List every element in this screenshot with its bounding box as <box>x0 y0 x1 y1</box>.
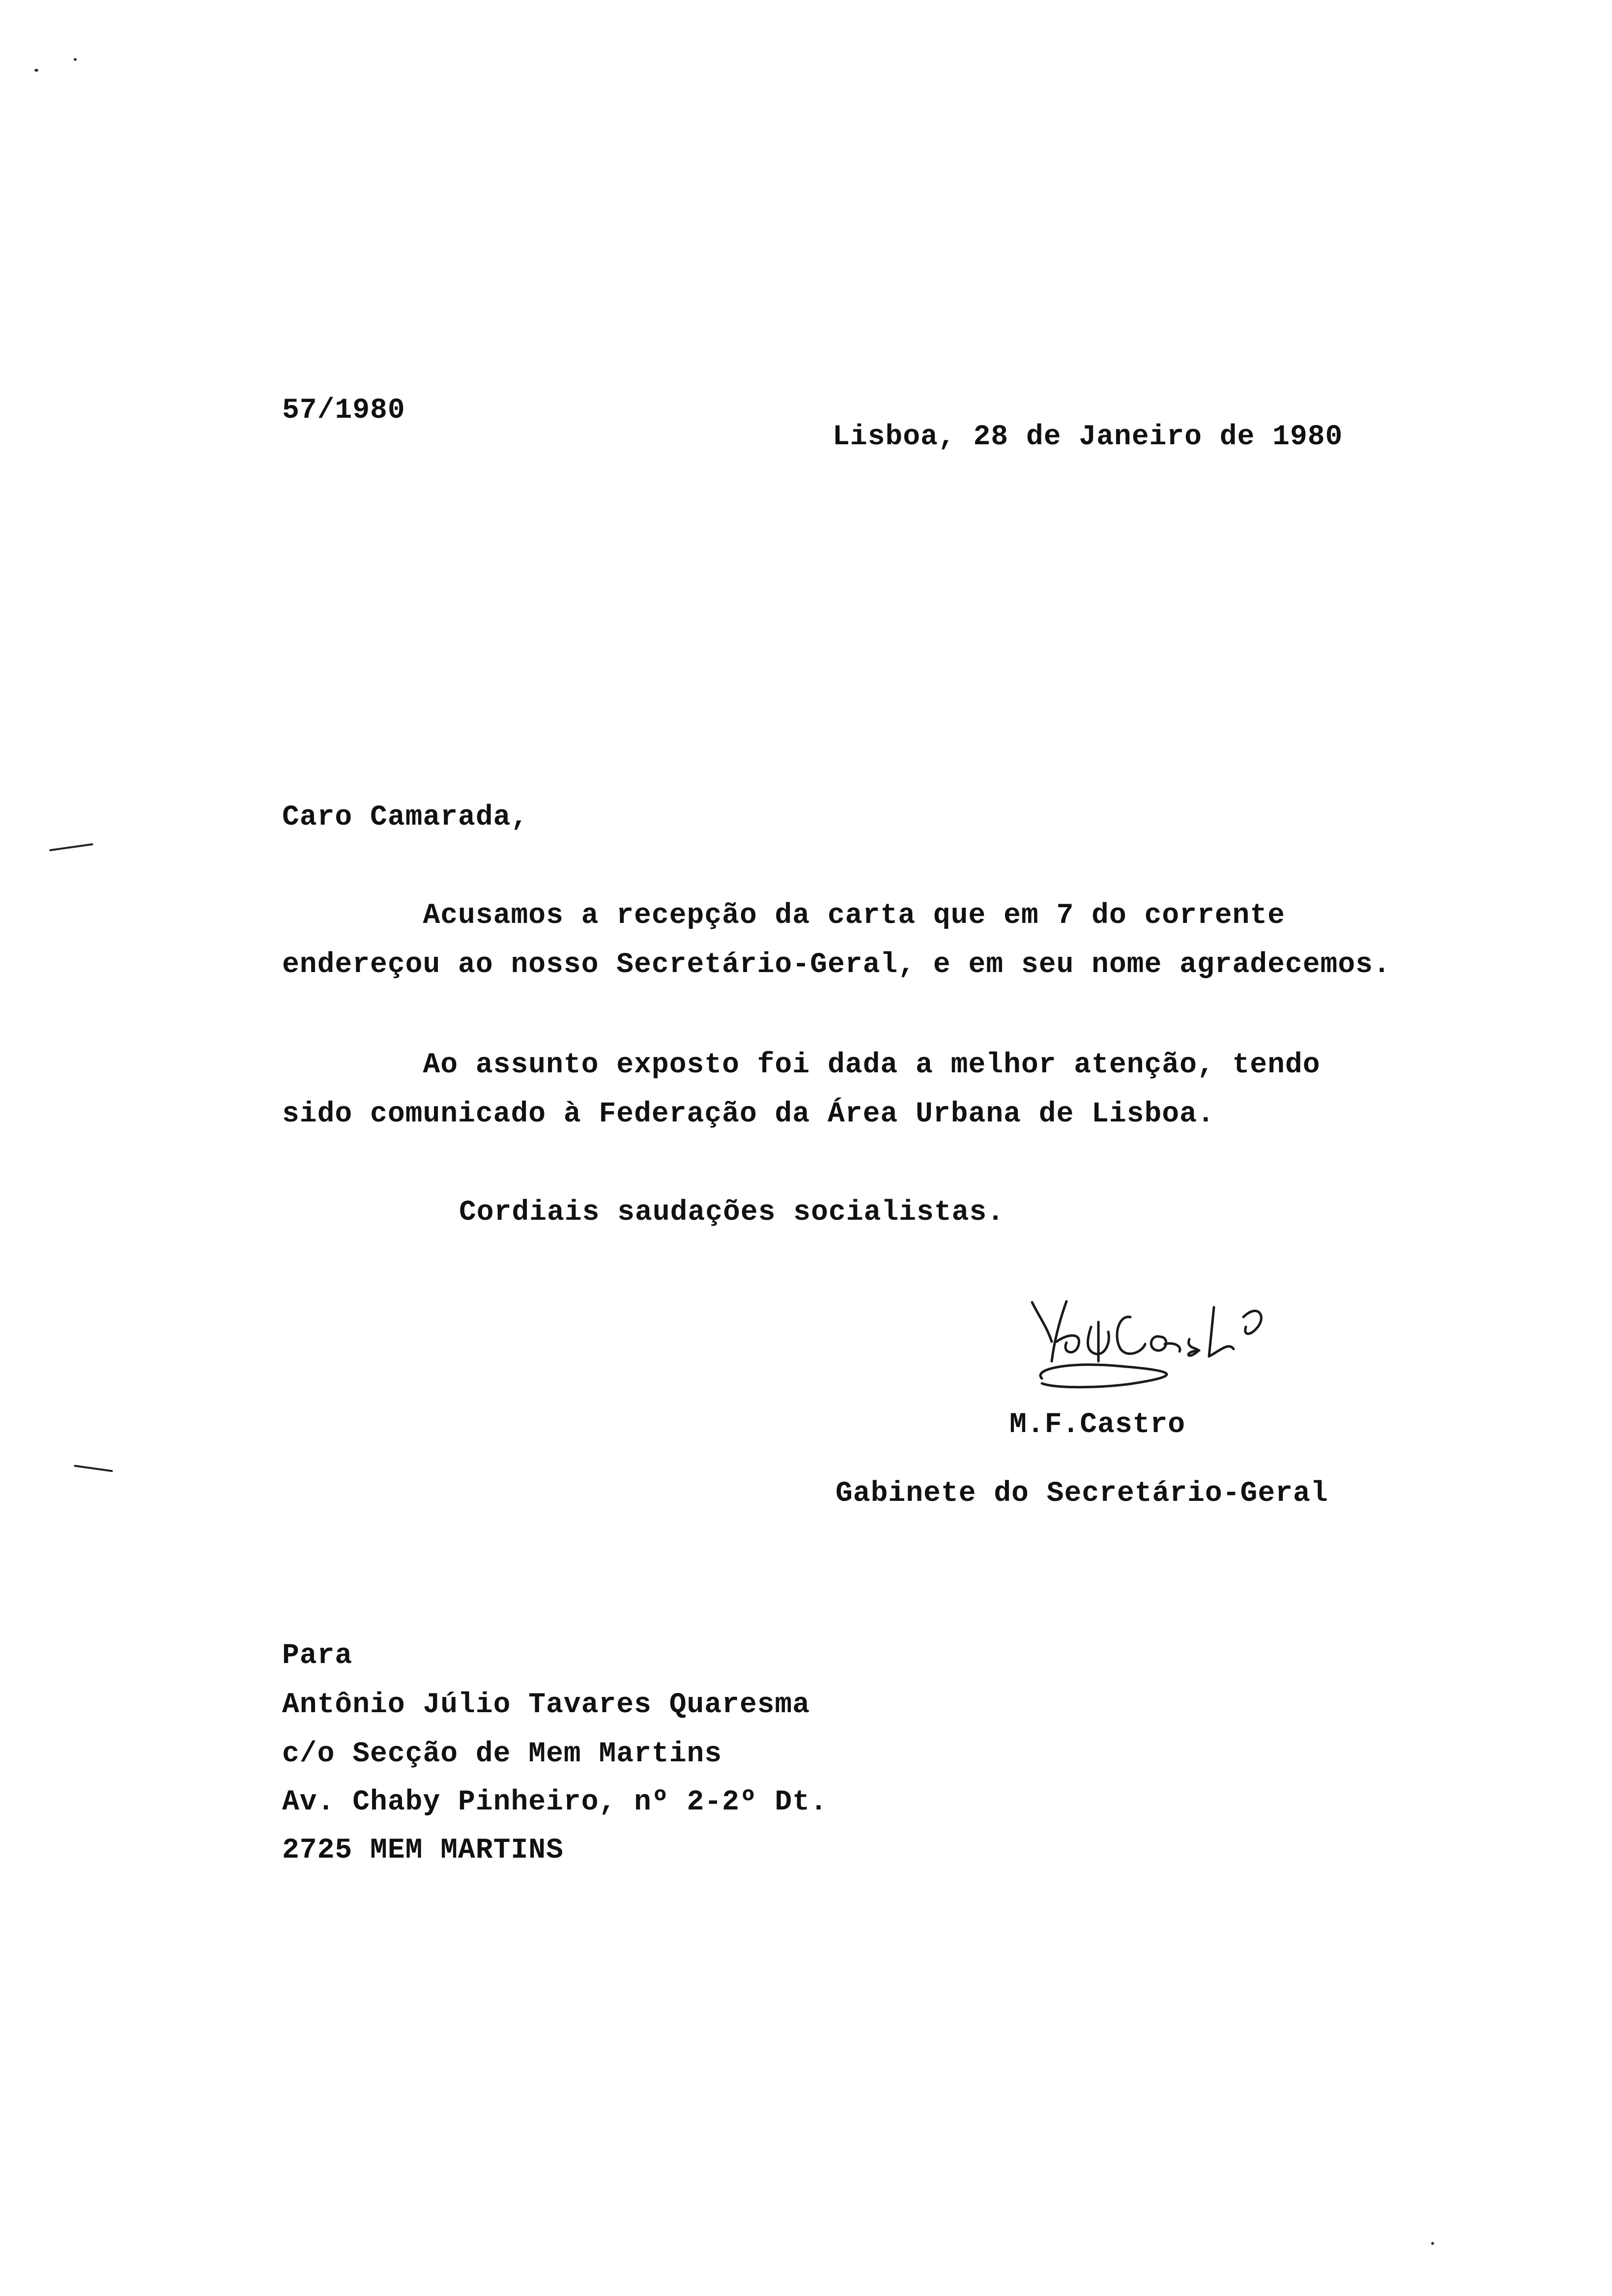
recipient-label: Para <box>282 1640 353 1672</box>
closing-line: Cordiais saudações socialistas. <box>459 1197 1005 1229</box>
recipient-care-of: c/o Secção de Mem Martins <box>282 1738 722 1770</box>
date-line: Lisboa, 28 de Janeiro de 1980 <box>833 421 1343 453</box>
body-paragraph-2: Ao assunto exposto foi dada a melhor atenção, tendo sido comunicado à Federação da Área Urbana de Lisboa. <box>282 1049 1321 1130</box>
scan-speck <box>34 69 38 72</box>
scan-speck <box>74 58 77 61</box>
body-paragraph-1: Acusamos a recepção da carta que em 7 do corrente endereçou ao nosso Secretário-Geral, e em seu nome agradecemos. <box>282 900 1391 981</box>
scan-speck <box>1431 2242 1434 2245</box>
recipient-name: Antônio Júlio Tavares Quaresma <box>282 1689 810 1721</box>
signatory-name: M.F.Castro <box>1009 1409 1186 1441</box>
punch-mark <box>49 843 93 851</box>
handwritten-signature <box>1012 1288 1288 1406</box>
salutation: Caro Camarada, <box>282 802 529 833</box>
reference-number: 57/1980 <box>282 395 405 427</box>
recipient-city: 2725 MEM MARTINS <box>282 1835 564 1866</box>
signatory-title: Gabinete do Secretário-Geral <box>835 1478 1328 1510</box>
punch-mark <box>74 1464 113 1472</box>
recipient-street: Av. Chaby Pinheiro, nº 2-2º Dt. <box>282 1786 828 1818</box>
